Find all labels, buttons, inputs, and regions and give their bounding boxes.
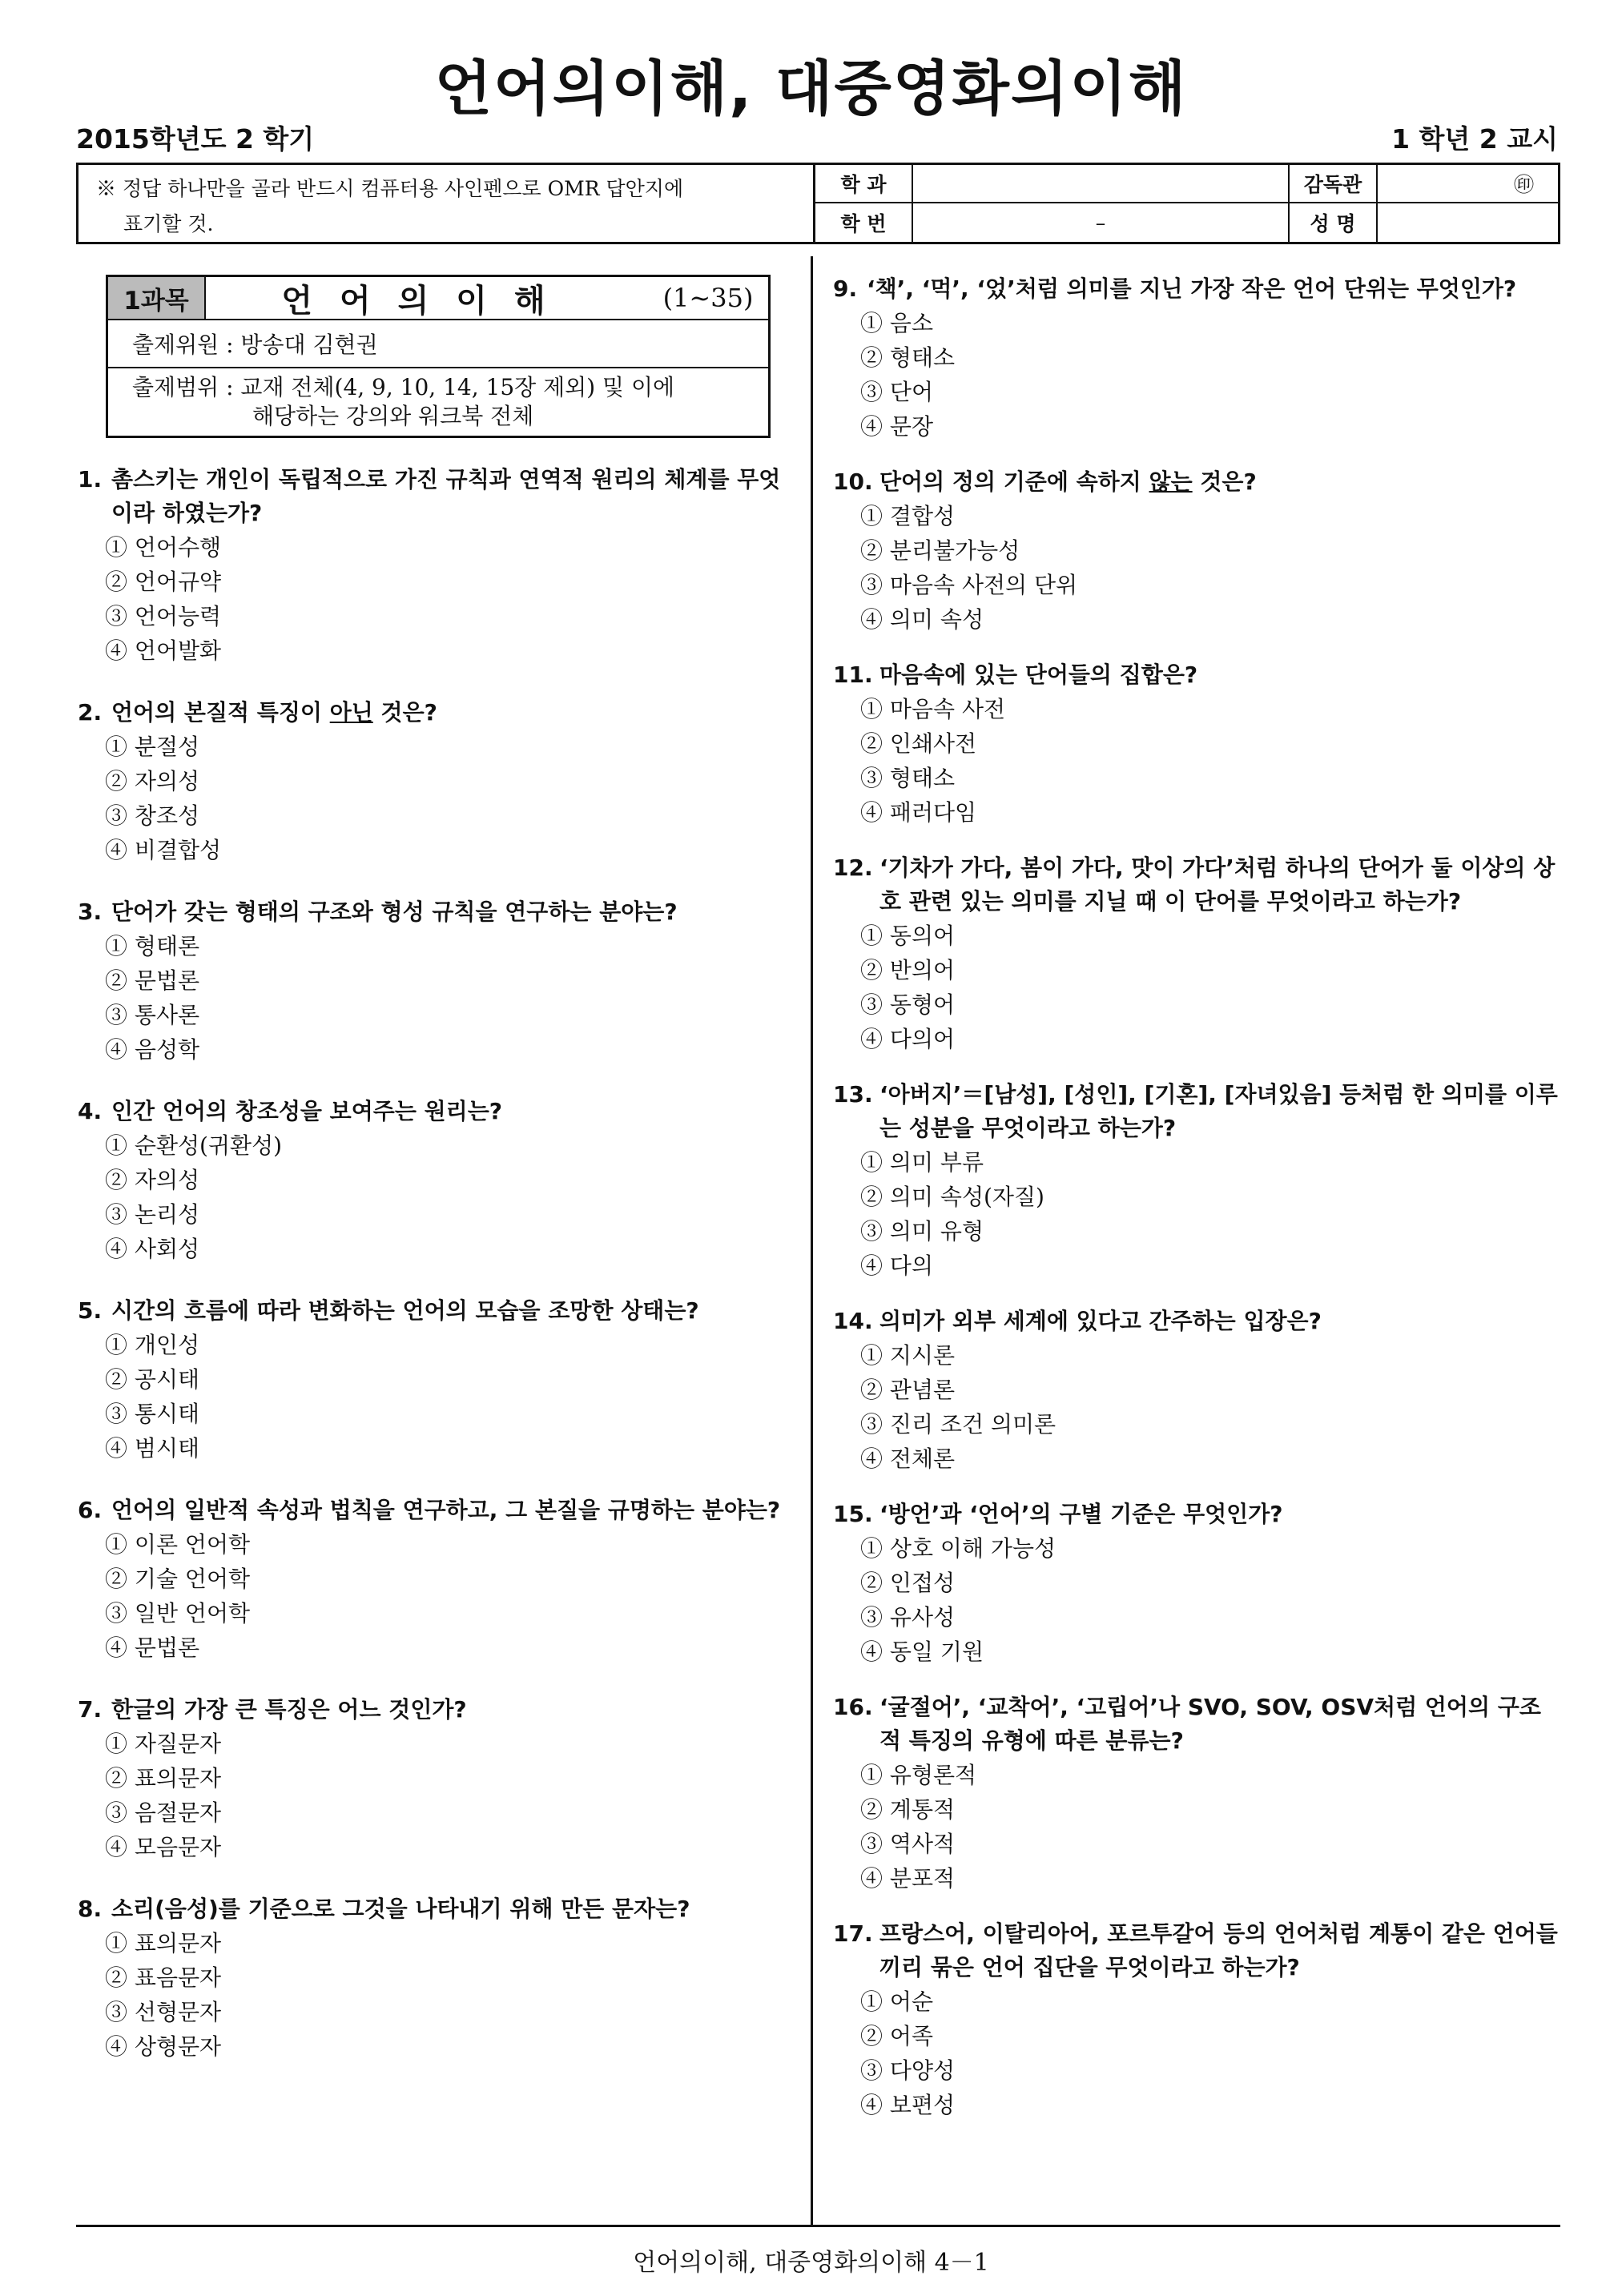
answer-option: ④ 음성학 <box>105 1036 200 1063</box>
answer-option: ② 형태소 <box>860 344 956 371</box>
answer-option: ④ 다의 <box>860 1253 933 1279</box>
question-number: 1. <box>78 466 103 493</box>
answer-option: ④ 분포적 <box>860 1865 956 1892</box>
proctor-label: 감독관 <box>1288 165 1376 203</box>
question-stem <box>833 851 1560 919</box>
answer-option: ② 표음문자 <box>105 1964 222 1991</box>
question-number: 8. <box>78 1896 103 1922</box>
answer-option: ③ 의미 유형 <box>860 1218 984 1245</box>
subject-range: (1∼35) <box>662 283 754 313</box>
question-stem <box>833 1691 1560 1758</box>
answer-option: ④ 전체론 <box>860 1446 956 1472</box>
question-number: 12. <box>833 854 873 881</box>
answer-option: ① 개인성 <box>105 1332 200 1358</box>
question-text: 시간의 흐름에 따라 변화하는 언어의 모습을 조망한 상태는? <box>111 1297 699 1324</box>
question-item <box>833 1078 1560 1283</box>
answer-option: ② 문법론 <box>105 967 200 994</box>
question-item <box>833 272 1560 444</box>
question-stem <box>78 463 797 530</box>
question-text: 소리(음성)를 기준으로 그것을 나타내기 위해 만든 문자는? <box>111 1896 690 1922</box>
omr-notice <box>78 165 815 242</box>
question-text-part: 것은? <box>1192 468 1257 495</box>
answer-option: ① 형태론 <box>105 933 200 959</box>
answer-option: ② 어족 <box>860 2023 933 2049</box>
answer-option: ① 표의문자 <box>105 1930 222 1956</box>
question-stem <box>833 1305 1560 1338</box>
question-item <box>78 1693 797 1864</box>
answer-option: ① 상호 이해 가능성 <box>860 1535 1057 1562</box>
question-number: 3. <box>78 899 103 925</box>
id-field[interactable]: – <box>912 203 1288 242</box>
question-item <box>78 1294 797 1466</box>
dept-label: 학 과 <box>815 165 912 203</box>
answer-option: ① 순환성(귀환성) <box>105 1132 283 1159</box>
answer-option: ③ 유사성 <box>860 1604 956 1631</box>
answer-option: ② 표의문자 <box>105 1765 222 1791</box>
student-info-box <box>76 163 1560 244</box>
question-item <box>78 1494 797 1665</box>
question-stem <box>833 1498 1560 1531</box>
question-number: 14. <box>833 1308 873 1334</box>
question-number: 6. <box>78 1497 103 1523</box>
question-number: 5. <box>78 1297 103 1324</box>
right-question-column <box>833 272 1560 2122</box>
question-item <box>833 1498 1560 1669</box>
question-text: 한글의 가장 큰 특징은 어느 것인가? <box>111 1696 467 1723</box>
answer-option: ④ 문장 <box>860 413 933 440</box>
question-text: 단어가 갖는 형태의 구조와 형성 규칙을 연구하는 분야는? <box>111 899 678 925</box>
answer-option: ③ 통사론 <box>105 1002 200 1028</box>
left-question-column <box>78 463 797 2064</box>
answer-option: ① 동의어 <box>860 923 956 949</box>
answer-option: ③ 마음속 사전의 단위 <box>860 572 1078 598</box>
semester-label: 2015학년도 2 학기 <box>76 123 315 155</box>
answer-option: ④ 의미 속성 <box>860 606 984 633</box>
answer-option: ③ 통시태 <box>105 1401 200 1427</box>
answer-option: ② 언어규약 <box>105 569 222 595</box>
question-stem <box>78 1494 797 1527</box>
question-text: 의미가 외부 세계에 있다고 간주하는 입장은? <box>879 1308 1322 1334</box>
answer-option: ① 자질문자 <box>105 1731 222 1757</box>
answer-option: ③ 창조성 <box>105 802 200 829</box>
question-stem <box>78 1294 797 1328</box>
question-number: 16. <box>833 1694 873 1720</box>
answer-option: ① 지시론 <box>860 1342 956 1369</box>
dept-field[interactable] <box>912 165 1288 203</box>
answer-option: ④ 범시태 <box>105 1435 200 1462</box>
name-label: 성 명 <box>1288 203 1376 242</box>
question-text-part: 언어의 본질적 특징이 <box>111 699 330 726</box>
question-number: 2. <box>78 699 103 726</box>
answer-option: ④ 비결합성 <box>105 837 222 863</box>
scope-line-1: 출제범위 : 교재 전체(4, 9, 10, 14, 15장 제외) 및 이에 <box>132 374 675 400</box>
answer-option: ② 계통적 <box>860 1796 956 1823</box>
question-stem <box>78 696 797 730</box>
question-text: 언어의 일반적 속성과 법칙을 연구하고, 그 본질을 규명하는 분야는? <box>111 1497 781 1523</box>
exam-title: 언어의이해, 대중영화의이해 <box>434 54 1188 123</box>
scope-line-2: 해당하는 강의와 워크북 전체 <box>252 403 534 429</box>
subject-tag: 1과목 <box>108 277 206 319</box>
question-stem <box>78 1693 797 1727</box>
question-text-part: 단어의 정의 기준에 속하지 <box>879 468 1149 495</box>
question-text: ‘방언’과 ‘언어’의 구별 기준은 무엇인가? <box>879 1501 1283 1527</box>
question-number: 10. <box>833 468 873 495</box>
negation-emphasis: 않는 <box>1149 468 1193 495</box>
question-item <box>78 1095 797 1266</box>
answer-option: ③ 선형문자 <box>105 1999 222 2025</box>
question-number: 9. <box>833 275 858 302</box>
answer-option: ③ 다양성 <box>860 2057 956 2084</box>
answer-option: ④ 사회성 <box>105 1236 200 1262</box>
answer-option: ③ 일반 언어학 <box>105 1600 251 1627</box>
question-text: ‘굴절어’, ‘교착어’, ‘고립어’나 SVO, SOV, OSV처럼 언어의 구조적 특징의 유형에 따른 분류는? <box>879 1694 1541 1754</box>
question-item <box>833 1305 1560 1476</box>
question-text <box>111 696 797 730</box>
answer-option: ① 언어수행 <box>105 534 222 561</box>
question-text: 촘스키는 개인이 독립적으로 가진 규칙과 연역적 원리의 체계를 무엇이라 하였는가? <box>111 466 781 526</box>
subject-author: 출제위원 : 방송대 김현권 <box>108 320 768 368</box>
question-stem <box>78 1095 797 1128</box>
answer-option: ① 결합성 <box>860 503 956 529</box>
id-label: 학 번 <box>840 212 887 235</box>
answer-option: ② 분리불가능성 <box>860 537 1020 564</box>
answer-option: ③ 언어능력 <box>105 603 222 629</box>
question-item <box>833 465 1560 637</box>
notice-line-1: ※ 정답 하나만을 골라 반드시 컴퓨터용 사인펜으로 OMR 답안지에 <box>96 177 684 200</box>
answer-option: ① 분절성 <box>105 734 200 760</box>
answer-option: ④ 패러다임 <box>860 799 977 826</box>
subject-name: 언어의이해 <box>281 281 573 320</box>
answer-option: ③ 진리 조건 의미론 <box>860 1411 1057 1438</box>
question-item <box>78 1892 797 2064</box>
question-stem <box>78 895 797 929</box>
question-item <box>78 463 797 668</box>
question-item <box>78 895 797 1067</box>
question-text: ‘기차가 가다, 봄이 가다, 맛이 가다’처럼 하나의 단어가 둘 이상의 상호 관련 있는 의미를 지닐 때 이 단어를 무엇이라고 하는가? <box>879 854 1556 915</box>
answer-option: ② 인쇄사전 <box>860 730 977 757</box>
answer-option: ② 공시태 <box>105 1366 200 1393</box>
answer-option: ③ 음절문자 <box>105 1799 222 1826</box>
answer-option: ③ 동형어 <box>860 991 956 1018</box>
question-number: 13. <box>833 1081 873 1108</box>
answer-option: ① 마음속 사전 <box>860 696 1006 722</box>
answer-option: ① 이론 언어학 <box>105 1531 251 1558</box>
answer-option: ① 음소 <box>860 310 933 336</box>
id-grid <box>815 165 1558 242</box>
question-number: 11. <box>833 661 873 688</box>
question-number: 15. <box>833 1501 873 1527</box>
question-text: 프랑스어, 이탈리아어, 포르투갈어 등의 언어처럼 계통이 같은 언어들끼리 묶은 언어 집단을 무엇이라고 하는가? <box>879 1920 1558 1980</box>
subject-scope <box>108 368 768 436</box>
notice-line-2: 표기할 것. <box>123 212 214 235</box>
question-stem <box>833 272 1560 306</box>
negation-emphasis: 아닌 <box>329 699 373 726</box>
question-item <box>833 851 1560 1056</box>
question-stem <box>833 658 1560 692</box>
question-text: ‘아버지’＝[남성], [성인], [기혼], [자녀있음] 등처럼 한 의미를 이루는 성분을 무엇이라고 하는가? <box>879 1081 1558 1141</box>
answer-option: ③ 단어 <box>860 379 933 405</box>
answer-option: ④ 언어발화 <box>105 637 222 664</box>
question-text-part: 것은? <box>372 699 437 726</box>
question-item <box>833 1691 1560 1896</box>
seal-icon: ㊞ <box>1376 165 1558 203</box>
question-text: 인간 언어의 창조성을 보여주는 원리는? <box>111 1098 503 1124</box>
answer-option: ① 의미 부류 <box>860 1149 984 1176</box>
question-text <box>879 465 1560 499</box>
question-number: 17. <box>833 1920 873 1947</box>
answer-option: ③ 형태소 <box>860 765 956 791</box>
question-item <box>833 1917 1560 2122</box>
question-item <box>78 696 797 867</box>
question-number: 7. <box>78 1696 103 1723</box>
answer-option: ③ 논리성 <box>105 1201 200 1228</box>
answer-option: ① 어순 <box>860 1988 933 2015</box>
question-number: 4. <box>78 1098 103 1124</box>
answer-option: ② 자의성 <box>105 768 200 794</box>
question-item <box>833 658 1560 830</box>
question-stem <box>833 1078 1560 1145</box>
answer-option: ④ 다의어 <box>860 1026 956 1052</box>
column-divider <box>811 256 813 2225</box>
answer-option: ③ 역사적 <box>860 1831 956 1857</box>
grade-period-label: 1 학년 2 교시 <box>1391 123 1558 155</box>
question-stem <box>78 1892 797 1926</box>
answer-option: ④ 모음문자 <box>105 1834 222 1860</box>
answer-option: ④ 상형문자 <box>105 2033 222 2060</box>
answer-option: ② 인접성 <box>860 1570 956 1596</box>
answer-option: ① 유형론적 <box>860 1762 977 1788</box>
question-stem <box>833 465 1560 499</box>
page-footer: 언어의이해, 대중영화의이해 4－1 <box>633 2249 989 2277</box>
footer-rule <box>76 2225 1560 2227</box>
question-text: 마음속에 있는 단어들의 집합은? <box>879 661 1198 688</box>
answer-option: ② 관념론 <box>860 1377 956 1403</box>
question-text: ‘책’, ‘먹’, ‘었’처럼 의미를 지닌 가장 작은 언어 단위는 무엇인가? <box>867 275 1517 302</box>
answer-option: ④ 문법론 <box>105 1635 200 1661</box>
answer-option: ② 자의성 <box>105 1167 200 1193</box>
answer-option: ② 의미 속성(자질) <box>860 1184 1044 1210</box>
question-stem <box>833 1917 1560 1984</box>
answer-option: ④ 보편성 <box>860 2092 956 2118</box>
answer-option: ④ 동일 기원 <box>860 1639 984 1665</box>
subject-box <box>106 275 771 438</box>
answer-option: ② 기술 언어학 <box>105 1566 251 1592</box>
answer-option: ② 반의어 <box>860 957 956 983</box>
name-field[interactable] <box>1376 203 1558 242</box>
